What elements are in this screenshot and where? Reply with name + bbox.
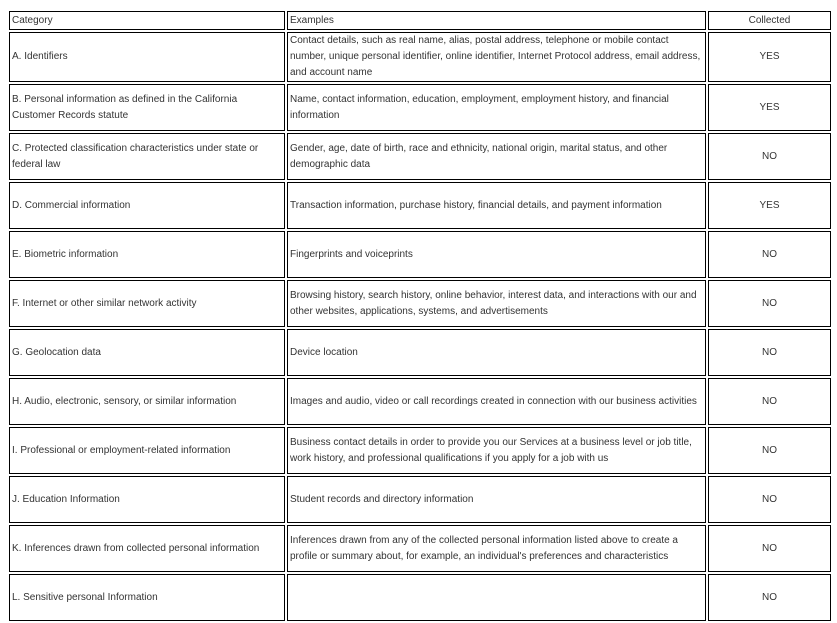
table-row: [9, 84, 831, 131]
collected-cell: YES: [708, 32, 831, 82]
collected-cell: NO: [708, 476, 831, 523]
examples-cell: Browsing history, search history, online behavior, interest data, and interactions with our and other websites, applications, systems, and advertisements: [287, 280, 706, 327]
table-row: [9, 574, 831, 621]
examples-cell: Fingerprints and voiceprints: [287, 231, 706, 278]
examples-cell: Images and audio, video or call recordings created in connection with our business activities: [287, 378, 706, 425]
examples-cell: Name, contact information, education, employment, employment history, and financial information: [287, 84, 706, 131]
examples-cell: Student records and directory information: [287, 476, 706, 523]
category-cell: F. Internet or other similar network activity: [9, 280, 285, 327]
category-cell: C. Protected classification characteristics under state or federal law: [9, 133, 285, 180]
table-row: [9, 329, 831, 376]
header-examples: Examples: [287, 11, 706, 30]
table-row: [9, 476, 831, 523]
table-row: [9, 427, 831, 474]
category-cell: G. Geolocation data: [9, 329, 285, 376]
collected-cell: NO: [708, 133, 831, 180]
table-row: [9, 231, 831, 278]
examples-cell: Transaction information, purchase history, financial details, and payment information: [287, 182, 706, 229]
collected-cell: YES: [708, 182, 831, 229]
category-cell: D. Commercial information: [9, 182, 285, 229]
table-row: [9, 525, 831, 572]
header-category: Category: [9, 11, 285, 30]
category-cell: I. Professional or employment-related information: [9, 427, 285, 474]
category-cell: E. Biometric information: [9, 231, 285, 278]
category-cell: L. Sensitive personal Information: [9, 574, 285, 621]
collected-cell: NO: [708, 427, 831, 474]
examples-cell: Device location: [287, 329, 706, 376]
table-row: [9, 32, 831, 82]
collected-cell: NO: [708, 280, 831, 327]
category-cell: H. Audio, electronic, sensory, or similar information: [9, 378, 285, 425]
examples-cell: [287, 574, 706, 621]
examples-cell: Business contact details in order to provide you our Services at a business level or job title, work history, and professional qualifications if you apply for a job with us: [287, 427, 706, 474]
category-cell: A. Identifiers: [9, 32, 285, 82]
examples-cell: Contact details, such as real name, alias, postal address, telephone or mobile contact number, unique personal identifier, online identifier, Internet Protocol address, email address, and account name: [287, 32, 706, 82]
collected-cell: NO: [708, 378, 831, 425]
table-row: [9, 280, 831, 327]
examples-cell: Gender, age, date of birth, race and ethnicity, national origin, marital status, and other demographic data: [287, 133, 706, 180]
collected-cell: NO: [708, 329, 831, 376]
category-cell: K. Inferences drawn from collected personal information: [9, 525, 285, 572]
examples-cell: Inferences drawn from any of the collected personal information listed above to create a profile or summary about, for example, an individual's preferences and characteristics: [287, 525, 706, 572]
collected-cell: NO: [708, 525, 831, 572]
category-cell: B. Personal information as defined in the California Customer Records statute: [9, 84, 285, 131]
table-row: [9, 378, 831, 425]
collected-cell: YES: [708, 84, 831, 131]
table-header-row: [9, 11, 831, 30]
collected-cell: NO: [708, 574, 831, 621]
personal-information-table: [7, 9, 833, 623]
header-collected: Collected: [708, 11, 831, 30]
table-row: [9, 133, 831, 180]
table-row: [9, 182, 831, 229]
table-container: [7, 9, 833, 623]
category-cell: J. Education Information: [9, 476, 285, 523]
collected-cell: NO: [708, 231, 831, 278]
